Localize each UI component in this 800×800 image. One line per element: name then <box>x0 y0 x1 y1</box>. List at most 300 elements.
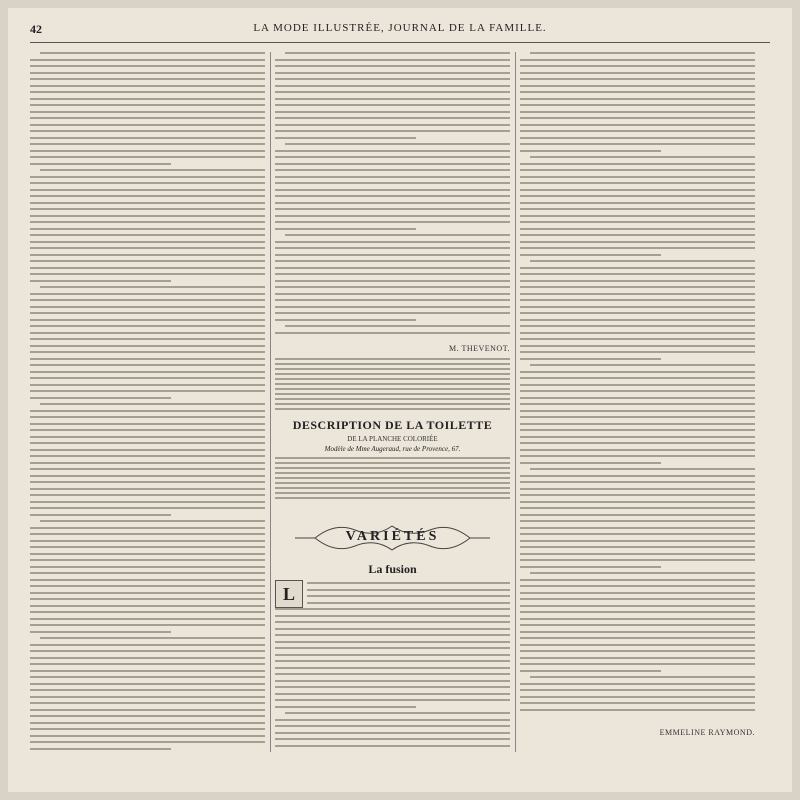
text-line <box>30 397 171 399</box>
text-line <box>520 234 755 236</box>
text-line <box>275 169 510 171</box>
text-line <box>520 709 755 711</box>
text-line <box>30 696 265 698</box>
text-line <box>275 398 510 400</box>
text-line <box>30 644 265 646</box>
text-line <box>30 572 265 574</box>
fusion-article-text <box>275 582 510 752</box>
text-line <box>307 582 510 584</box>
text-line <box>30 338 265 340</box>
text-line <box>520 410 755 412</box>
text-line <box>520 644 755 646</box>
text-line <box>275 124 510 126</box>
text-line <box>275 130 510 132</box>
text-line <box>30 390 265 392</box>
text-line <box>275 467 510 469</box>
varietes-ornament <box>275 520 510 556</box>
text-line <box>30 501 265 503</box>
text-line <box>520 273 755 275</box>
text-line <box>30 150 265 152</box>
text-line <box>520 585 755 587</box>
text-line <box>530 156 755 158</box>
text-line <box>30 189 265 191</box>
text-line <box>30 104 265 106</box>
text-line <box>30 234 265 236</box>
text-line <box>30 208 265 210</box>
text-line <box>30 267 265 269</box>
text-line <box>275 719 510 721</box>
text-line <box>30 117 265 119</box>
text-line <box>30 624 265 626</box>
text-line <box>30 59 265 61</box>
text-line <box>275 660 510 662</box>
text-line <box>275 254 510 256</box>
text-line <box>530 676 755 678</box>
text-line <box>275 312 510 314</box>
text-line <box>275 78 510 80</box>
toilette-title: DESCRIPTION DE LA TOILETTE <box>292 418 493 432</box>
text-line <box>520 605 755 607</box>
text-line <box>275 117 510 119</box>
text-line <box>520 215 755 217</box>
column-3-text <box>520 52 755 724</box>
text-line <box>520 202 755 204</box>
text-line <box>275 65 510 67</box>
text-line <box>275 673 510 675</box>
text-line <box>520 663 755 665</box>
text-line <box>520 429 755 431</box>
text-line <box>285 52 510 54</box>
text-line <box>30 156 265 158</box>
text-line <box>30 566 265 568</box>
text-line <box>275 228 416 230</box>
text-line <box>275 378 510 380</box>
text-line <box>520 384 755 386</box>
text-line <box>520 312 755 314</box>
text-line <box>30 657 265 659</box>
text-line <box>275 85 510 87</box>
text-line <box>30 299 265 301</box>
text-line <box>520 624 755 626</box>
text-line <box>30 371 265 373</box>
article-title: La fusion <box>368 562 417 576</box>
text-line <box>275 654 510 656</box>
text-line <box>40 286 265 288</box>
text-line <box>30 195 265 197</box>
text-line <box>275 163 510 165</box>
text-line <box>275 358 510 360</box>
text-line <box>275 680 510 682</box>
text-line <box>307 602 510 604</box>
text-line <box>40 403 265 405</box>
toilette-description <box>275 418 510 505</box>
column-3-signature: EMMELINE RAYMOND. <box>659 728 755 737</box>
text-line <box>30 507 265 509</box>
text-line <box>520 286 755 288</box>
text-line <box>520 267 755 269</box>
text-line <box>30 735 265 737</box>
text-line <box>40 637 265 639</box>
text-line <box>520 130 755 132</box>
text-line <box>30 182 265 184</box>
text-line <box>275 156 510 158</box>
text-line <box>30 319 265 321</box>
text-line <box>275 202 510 204</box>
text-line <box>520 416 755 418</box>
text-line <box>520 494 755 496</box>
page-header <box>30 22 770 36</box>
text-line <box>275 208 510 210</box>
text-line <box>30 72 265 74</box>
text-line <box>40 520 265 522</box>
text-line <box>30 650 265 652</box>
text-line <box>30 455 265 457</box>
text-line <box>30 559 265 561</box>
text-line <box>520 403 755 405</box>
text-line <box>30 494 265 496</box>
text-line <box>520 72 755 74</box>
text-line <box>520 254 661 256</box>
text-line <box>275 260 510 262</box>
text-line <box>30 585 265 587</box>
text-line <box>520 189 755 191</box>
text-line <box>520 507 755 509</box>
text-line <box>520 462 661 464</box>
text-line <box>30 377 265 379</box>
text-line <box>520 91 755 93</box>
text-line <box>275 732 510 734</box>
text-line <box>275 195 510 197</box>
text-line <box>275 408 510 410</box>
text-line <box>520 124 755 126</box>
text-line <box>275 628 510 630</box>
text-line <box>530 260 755 262</box>
text-line <box>520 65 755 67</box>
text-line <box>30 280 171 282</box>
text-line <box>520 390 755 392</box>
text-line <box>30 722 265 724</box>
text-line <box>30 462 265 464</box>
text-line <box>275 91 510 93</box>
page-number: 42 <box>30 22 42 36</box>
text-line <box>30 481 265 483</box>
text-line <box>30 618 265 620</box>
text-line <box>520 501 755 503</box>
text-line <box>275 634 510 636</box>
text-line <box>275 699 510 701</box>
text-line <box>30 527 265 529</box>
text-line <box>520 163 755 165</box>
text-line <box>275 247 510 249</box>
text-line <box>30 702 265 704</box>
text-line <box>275 621 510 623</box>
text-line <box>30 124 265 126</box>
text-line <box>30 748 171 750</box>
text-line <box>275 182 510 184</box>
text-line <box>520 650 755 652</box>
text-line <box>30 598 265 600</box>
header-rule <box>30 42 770 43</box>
text-line <box>30 689 265 691</box>
text-line <box>520 182 755 184</box>
text-line <box>30 332 265 334</box>
text-line <box>520 78 755 80</box>
text-line <box>520 631 755 633</box>
text-line <box>40 52 265 54</box>
text-line <box>275 104 510 106</box>
text-line <box>520 546 755 548</box>
text-line <box>520 176 755 178</box>
text-line <box>520 169 755 171</box>
text-line <box>30 663 265 665</box>
text-line <box>285 325 510 327</box>
text-line <box>30 65 265 67</box>
text-line <box>520 442 755 444</box>
text-line <box>530 468 755 470</box>
toilette-body <box>275 457 510 505</box>
text-line <box>520 553 755 555</box>
text-line <box>520 696 755 698</box>
text-line <box>30 611 265 613</box>
text-line <box>520 657 755 659</box>
text-line <box>275 615 510 617</box>
text-line <box>520 481 755 483</box>
text-line <box>520 533 755 535</box>
text-line <box>520 325 755 327</box>
text-line <box>275 686 510 688</box>
text-line <box>275 273 510 275</box>
text-line <box>275 667 510 669</box>
text-line <box>520 618 755 620</box>
text-line <box>30 670 265 672</box>
text-line <box>520 228 755 230</box>
text-line <box>530 364 755 366</box>
text-line <box>30 221 265 223</box>
text-line <box>275 487 510 489</box>
text-line <box>520 293 755 295</box>
text-line <box>30 514 171 516</box>
text-line <box>30 384 265 386</box>
text-line <box>30 579 265 581</box>
text-line <box>520 306 755 308</box>
text-line <box>40 169 265 171</box>
varietes-label: VARIÉTÉS <box>345 529 440 544</box>
text-line <box>520 436 755 438</box>
text-line <box>520 332 755 334</box>
text-line <box>520 702 755 704</box>
text-line <box>30 475 265 477</box>
text-line <box>520 345 755 347</box>
text-line <box>520 449 755 451</box>
text-line <box>275 706 416 708</box>
text-line <box>520 150 661 152</box>
text-line <box>30 215 265 217</box>
text-line <box>275 457 510 459</box>
text-line <box>275 59 510 61</box>
text-line <box>275 215 510 217</box>
text-line <box>520 611 755 613</box>
text-line <box>30 312 265 314</box>
column-divider <box>515 52 516 752</box>
text-line <box>30 176 265 178</box>
text-line <box>520 104 755 106</box>
text-line <box>30 592 265 594</box>
journal-title: LA MODE ILLUSTRÉE, JOURNAL DE LA FAMILLE. <box>253 22 547 34</box>
text-line <box>520 423 755 425</box>
text-line <box>30 553 265 555</box>
column-3-signature-block <box>520 728 755 737</box>
text-line <box>30 163 171 165</box>
text-line <box>275 492 510 494</box>
text-line <box>30 241 265 243</box>
column-2-text <box>275 52 510 340</box>
text-line <box>275 497 510 499</box>
text-line <box>30 273 265 275</box>
text-line <box>30 364 265 366</box>
text-line <box>30 436 265 438</box>
text-line <box>275 373 510 375</box>
text-line <box>275 72 510 74</box>
text-line <box>275 472 510 474</box>
text-line <box>520 559 755 561</box>
text-line <box>30 488 265 490</box>
text-line <box>30 98 265 100</box>
text-line <box>275 176 510 178</box>
toilette-subtitle: DE LA PLANCHE COLORIÉE <box>347 435 438 443</box>
text-line <box>30 91 265 93</box>
column-2-notes <box>275 358 510 414</box>
text-line <box>520 59 755 61</box>
text-line <box>275 221 510 223</box>
text-line <box>520 280 755 282</box>
text-line <box>520 371 755 373</box>
text-line <box>30 351 265 353</box>
text-line <box>30 540 265 542</box>
text-line <box>30 410 265 412</box>
text-line <box>275 286 510 288</box>
text-line <box>275 319 416 321</box>
text-line <box>520 683 755 685</box>
text-line <box>285 143 510 145</box>
text-line <box>520 98 755 100</box>
text-line <box>275 280 510 282</box>
text-line <box>520 299 755 301</box>
text-line <box>520 377 755 379</box>
text-line <box>520 137 755 139</box>
column-2-signature: M. THEVENOT. <box>448 344 510 353</box>
toilette-model: Modèle de Mme Augeraud, rue de Provence, 67. <box>324 445 461 453</box>
text-line <box>30 254 265 256</box>
text-line <box>520 579 755 581</box>
text-line <box>275 111 510 113</box>
text-line <box>275 745 510 747</box>
text-line <box>275 693 510 695</box>
text-line <box>30 676 265 678</box>
text-line <box>30 546 265 548</box>
text-line <box>520 241 755 243</box>
text-line <box>30 143 265 145</box>
text-line <box>275 363 510 365</box>
text-line <box>30 741 265 743</box>
column-1-text <box>30 52 265 752</box>
text-line <box>30 306 265 308</box>
text-line <box>30 533 265 535</box>
text-line <box>275 368 510 370</box>
text-line <box>520 117 755 119</box>
text-line <box>275 647 510 649</box>
text-line <box>520 247 755 249</box>
text-line <box>520 397 755 399</box>
text-line <box>275 241 510 243</box>
text-line <box>520 455 755 457</box>
text-line <box>307 589 510 591</box>
text-line <box>30 325 265 327</box>
text-line <box>30 715 265 717</box>
text-line <box>520 221 755 223</box>
text-line <box>30 605 265 607</box>
text-line <box>275 383 510 385</box>
text-line <box>275 189 510 191</box>
text-line <box>275 299 510 301</box>
text-line <box>520 358 661 360</box>
text-line <box>520 540 755 542</box>
text-line <box>30 728 265 730</box>
text-line <box>30 260 265 262</box>
text-line <box>520 85 755 87</box>
text-line <box>30 709 265 711</box>
text-line <box>520 111 755 113</box>
text-line <box>30 293 265 295</box>
text-line <box>530 572 755 574</box>
text-line <box>275 725 510 727</box>
text-line <box>30 683 265 685</box>
text-line <box>520 143 755 145</box>
text-line <box>30 202 265 204</box>
text-line <box>520 338 755 340</box>
text-line <box>30 85 265 87</box>
text-line <box>520 514 755 516</box>
text-line <box>307 595 510 597</box>
text-line <box>30 137 265 139</box>
text-line <box>520 475 755 477</box>
text-line <box>275 306 510 308</box>
text-line <box>530 52 755 54</box>
text-line <box>30 416 265 418</box>
text-line <box>520 527 755 529</box>
text-line <box>275 388 510 390</box>
text-line <box>520 598 755 600</box>
text-line <box>30 423 265 425</box>
text-line <box>30 468 265 470</box>
text-line <box>30 358 265 360</box>
text-line <box>520 566 661 568</box>
text-line <box>520 637 755 639</box>
column-divider <box>270 52 271 752</box>
text-line <box>275 393 510 395</box>
column-2-signature-block <box>275 344 510 353</box>
drop-cap: L <box>275 580 303 608</box>
text-line <box>275 267 510 269</box>
text-line <box>520 520 755 522</box>
text-line <box>285 234 510 236</box>
text-line <box>275 332 510 334</box>
text-line <box>520 319 755 321</box>
text-line <box>30 130 265 132</box>
text-line <box>275 150 510 152</box>
text-line <box>520 488 755 490</box>
text-line <box>30 631 171 633</box>
text-line <box>30 429 265 431</box>
